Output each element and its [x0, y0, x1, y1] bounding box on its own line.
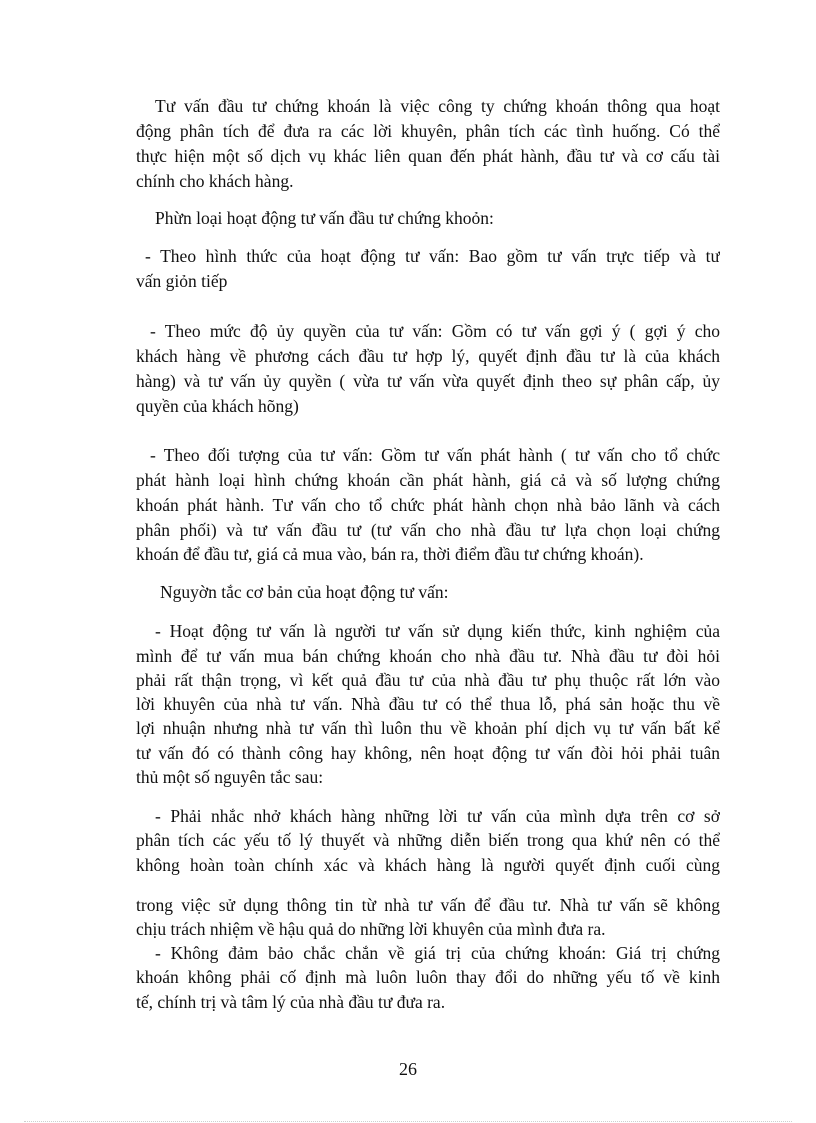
page-number: 26 — [399, 1059, 417, 1079]
text-line: - Hoạt động tư vấn là người tư vấn sử dụng kiến thức, kinh nghiệm của — [155, 621, 720, 641]
text-line: - Theo mức độ ủy quyền của tư vấn: Gồm có tư vấn gợi ý ( gợi ý cho — [150, 321, 720, 341]
text-line: - Phải nhắc nhở khách hàng những lời tư vấn của mình dựa trên cơ sở — [155, 806, 720, 826]
text-line: - Theo hình thức của hoạt động tư vấn: Bao gồm tư vấn trực tiếp và tư — [145, 246, 720, 266]
text-line: - Theo đối tượng của tư vấn: Gồm tư vấn phát hành ( tư vấn cho tổ chức — [150, 445, 720, 465]
text-line: hàng) và tư vấn ủy quyền ( vừa tư vấn vừa quyết định theo sự phân cấp, ủy — [136, 371, 720, 391]
text-line: phải rất thận trọng, vì kết quả đầu tư của nhà đầu tư phụ thuộc rất lớn vào — [136, 670, 720, 690]
text-line: thực hiện một số dịch vụ khác liên quan đến phát hành, đầu tư và cơ cấu tài — [136, 146, 720, 166]
text-line: lời khuyên của nhà tư vấn. Nhà đầu tư có thể thua lỗ, phá sản hoặc thu về — [136, 694, 720, 714]
text-line: khoán không phải cố định mà luôn luôn thay đổi do những yếu tố về kinh — [136, 967, 720, 987]
text-line: động phân tích để đưa ra các lời khuyên, phân tích các tình huống. Có thể — [136, 121, 720, 141]
text-line: khoán để đầu tư, giá cả mua vào, bán ra, thời điểm đầu tư chứng khoán). — [136, 544, 644, 564]
section-heading: Nguyờn tắc cơ bản của hoạt động tư vấn: — [160, 582, 449, 602]
text-line: tư vấn đó có thành công hay không, nên hoạt động tư vấn đòi hỏi phải tuân — [136, 743, 720, 763]
page-bottom-divider — [24, 1121, 792, 1122]
text-line: trong việc sử dụng thông tin từ nhà tư vấn để đầu tư. Nhà tư vấn sẽ không — [136, 895, 720, 915]
text-line: phân tích các yếu tố lý thuyết và những diễn biến trong qua khứ nên có thể — [136, 830, 720, 850]
text-line: khoán phát hành. Tư vấn cho tổ chức phát hành chọn nhà bảo lãnh và cách — [136, 495, 720, 515]
text-line: mình để tư vấn mua bán chứng khoán cho nhà đầu tư. Nhà đầu tư đòi hỏi — [136, 646, 720, 666]
text-line: Tư vấn đầu tư chứng khoán là việc công ty chứng khoán thông qua hoạt — [155, 96, 720, 116]
text-line: vấn giỏn tiếp — [136, 271, 228, 291]
text-line: không hoàn toàn chính xác và khách hàng là người quyết định cuối cùng — [136, 855, 720, 875]
text-line: lợi nhuận nhưng nhà tư vấn thì luôn thu về khoản phí dịch vụ tư vấn bất kể — [136, 718, 720, 738]
section-heading: Phừn loại hoạt động tư vấn đầu tư chứng khoỏn: — [155, 208, 494, 228]
text-line: chịu trách nhiệm về hậu quả do những lời khuyên của mình đưa ra. — [136, 919, 606, 939]
text-line: - Không đảm bảo chắc chắn về giá trị của chứng khoán: Giá trị chứng — [155, 943, 720, 963]
text-line: phân phối) và tư vấn đầu tư (tư vấn cho nhà đầu tư lựa chọn loại chứng — [136, 520, 720, 540]
text-line: chính cho khách hàng. — [136, 171, 294, 191]
text-line: khách hàng về phương cách đầu tư hợp lý, quyết định đầu tư là của khách — [136, 346, 720, 366]
text-line: thủ một số nguyên tắc sau: — [136, 767, 324, 787]
text-line: quyền của khách hõng) — [136, 396, 299, 416]
text-line: tế, chính trị và tâm lý của nhà đầu tư đưa ra. — [136, 992, 446, 1012]
text-line: phát hành loại hình chứng khoán cần phát hành, giá cả và số lượng chứng — [136, 470, 720, 490]
